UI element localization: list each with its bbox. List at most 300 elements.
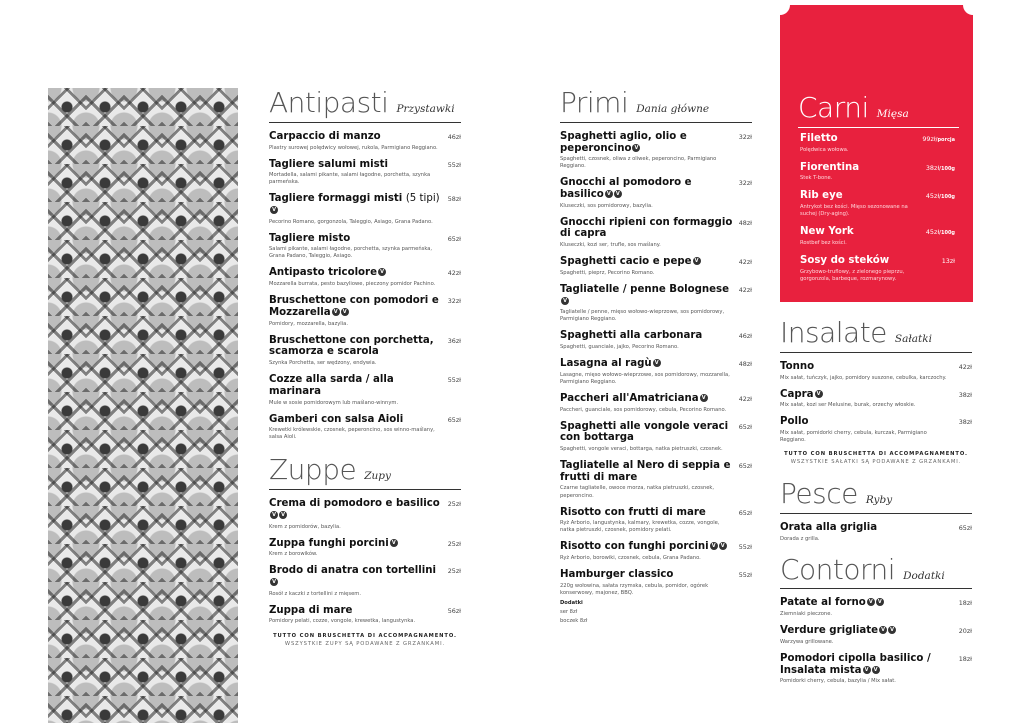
menu-item-name-text: Paccheri all'Amatriciana	[560, 392, 699, 404]
vegetarian-badge-icon: V	[378, 268, 386, 276]
vegetarian-badge-icon: V	[863, 666, 871, 674]
menu-item-price-value: 55zł	[738, 543, 752, 552]
menu-item-description: Mix sałat, pomidorki cherry, cebula, kurczak, Parmigiano Reggiano.	[780, 429, 927, 443]
menu-item-price-value: 99zł	[922, 135, 936, 143]
menu-item-description: Mozzarella burrata, pesto bazyliowe, pieczony pomidor Pachino.	[269, 281, 436, 288]
menu-item-description: Grzybowo-truflowy, z zielonego pieprzu, gorgonzola, barbeque, rozmarynowy.	[800, 268, 905, 282]
menu-item-name-text: Patate al forno	[780, 597, 866, 609]
menu-item-body	[780, 361, 959, 382]
menu-item-name-text: Crema di pomodoro e basilico	[269, 498, 440, 510]
menu-item-price	[448, 297, 461, 305]
menu-item-name	[269, 374, 442, 397]
menu-item-price-value: 56zł	[447, 606, 461, 615]
vegetarian-badge-icon: V	[815, 390, 823, 398]
vegetarian-badge-icon: V	[332, 308, 340, 316]
menu-item-price-unit: /100g	[939, 165, 955, 172]
menu-item-name-text: Gnocchi al pomodoro e basilico	[560, 177, 692, 200]
menu-item	[560, 177, 752, 209]
vegetarian-badge-icon: V	[867, 598, 875, 606]
menu-item-name-text: Cozze alla sarda / alla marinara	[269, 374, 394, 397]
menu-item	[560, 569, 752, 625]
menu-item	[269, 605, 461, 626]
menu-item-name-text: Bruschettone con porchetta, scamorza e scarola	[269, 334, 434, 358]
menu-item-name-text: Tagliere salumi misti	[269, 158, 389, 170]
vegetarian-badge-icon: V	[390, 539, 398, 547]
menu-item-price-value: 65zł	[738, 462, 752, 471]
menu-item-body	[560, 507, 739, 535]
menu-item-body	[269, 335, 448, 367]
menu-item-body	[560, 541, 739, 562]
menu-item-body	[800, 255, 942, 283]
column-middle	[560, 88, 752, 632]
menu-item-name-text: Tagliatelle al Nero di seppia e frutti di mare	[560, 460, 731, 483]
insalate-list	[780, 361, 972, 444]
menu-item-name	[560, 541, 733, 553]
menu-item-description: Kluseczki, sos pomidorowy, bazylia.	[560, 202, 653, 209]
menu-item-description: Ryż Arborio, langustynka, kalmary, krewetka, cozze, vongole, natka pietruszki, czosnek, pomidory pelati.	[560, 520, 720, 534]
menu-item-name-text: Sosy do steków	[800, 254, 890, 266]
menu-item-description: Plastry surowej polędwicy wołowej, rukola, Parmigiano Reggiano.	[269, 144, 438, 151]
menu-item-description: Spaghetti, pieprz, Pecorino Romano.	[560, 269, 655, 276]
menu-item-description: Czarne tagliatelle, owoce morza, natka pietruszki, czosnek, peperoncino.	[560, 485, 715, 499]
menu-item-name-extra: (5 tipi)	[405, 193, 440, 205]
primi-title: Primi	[560, 86, 629, 119]
menu-item	[269, 131, 461, 152]
menu-item-extra: ser 8zł	[560, 608, 578, 615]
vegetarian-badge-icon: V	[700, 394, 708, 402]
menu-item-price	[739, 258, 752, 266]
menu-item	[560, 541, 752, 562]
menu-item-description: Szynka Porchetta, ser wędzony, endywia.	[269, 360, 377, 367]
menu-item-price	[448, 416, 461, 424]
contorni-list	[780, 597, 972, 685]
menu-item-description: Mule w sosie pomidorowym lub maślano-winnym.	[269, 399, 399, 406]
antipasti-header	[269, 88, 461, 123]
menu-item	[560, 256, 752, 277]
column-right	[780, 318, 972, 692]
primi-subtitle: Dania główne	[636, 103, 710, 115]
menu-item-description: Spaghetti, vongole veraci, bottarga, natka pietruszki, czosnek.	[560, 446, 723, 453]
menu-item	[800, 133, 955, 154]
vegetarian-badge-icon: V	[341, 308, 349, 316]
menu-item-name-text: Pomodori cipolla basilico / Insalata mista	[780, 652, 931, 676]
pesce-list	[780, 522, 972, 543]
menu-item-price-value: 45zł	[925, 192, 940, 201]
menu-item-body	[560, 358, 739, 386]
menu-item-name	[800, 255, 936, 267]
menu-item-name	[780, 625, 953, 637]
menu-item-price-value: 42zł	[738, 394, 752, 403]
menu-item-body	[269, 538, 448, 559]
menu-item-name-text: Hamburger classico	[560, 569, 674, 580]
menu-item-name	[560, 460, 733, 483]
menu-item-price	[959, 418, 972, 426]
menu-item-name-text: Tagliere misto	[269, 232, 351, 244]
menu-item-name	[560, 177, 733, 200]
menu-item-name-text: Gamberi con salsa Aioli	[269, 413, 404, 425]
menu-item-price	[448, 567, 461, 575]
menu-item-description: Polędwica wołowa.	[800, 146, 849, 153]
menu-item-name	[269, 414, 442, 426]
menu-item-price	[959, 363, 972, 371]
menu-item-price-value: 18zł	[958, 599, 972, 608]
menu-item-price-value: 65zł	[738, 508, 752, 517]
menu-item-name	[800, 190, 920, 202]
antipasti-title: Antipasti	[269, 86, 389, 119]
menu-item	[560, 421, 752, 453]
menu-item-price	[739, 462, 752, 470]
menu-item-description: Tagliatelle / penne, mięso wołowo-wieprzowe, sos pomidorowy, Parmigiano Reggiano.	[560, 309, 725, 323]
menu-item-price	[739, 423, 752, 431]
menu-item	[780, 389, 972, 410]
menu-item-name-text: Bruschettone con pomodori e Mozzarella	[269, 295, 439, 318]
menu-item	[269, 335, 461, 367]
menu-item-description: Antrykot bez kości. Mięso sezonowane na suchej (Dry-aging).	[800, 204, 908, 218]
menu-item-price	[739, 360, 752, 368]
menu-item-price-unit: /100g	[939, 230, 955, 237]
menu-item-price-value: 48zł	[738, 218, 752, 227]
menu-item-name-text: Spaghetti alla carbonara	[560, 330, 703, 342]
menu-item-price-value: 38zł	[925, 163, 940, 172]
menu-item-price	[448, 195, 461, 203]
menu-item-extra: boczek 8zł	[560, 617, 588, 624]
menu-item-price-value: 65zł	[958, 523, 972, 532]
menu-item-body	[269, 233, 448, 261]
menu-item-price	[959, 524, 972, 532]
menu-item-name-text: Risotto con frutti di mare	[560, 506, 706, 518]
menu-item-name-text: Filetto	[800, 133, 838, 144]
menu-item	[780, 625, 972, 646]
menu-item-price	[942, 257, 955, 265]
menu-item	[780, 597, 972, 618]
menu-item	[780, 361, 972, 382]
contorni-header	[780, 552, 972, 590]
menu-item-description: Spaghetti, guanciale, jajko, Pecorino Romano.	[560, 344, 679, 351]
menu-item-body	[269, 267, 448, 288]
menu-item-description: Pomidory pelati, cozze, vongole, krewetka, langustynka.	[269, 618, 416, 625]
zuppe-note-pl: WSZYSTKIE ZUPY SĄ PODAWANE Z GRZANKAMI.	[284, 640, 446, 647]
menu-item-body	[800, 162, 926, 183]
menu-item-body	[269, 565, 448, 597]
menu-item-price-value: 55zł	[447, 376, 461, 385]
menu-item-description: Ryż Arborio, borowiki, czosnek, cebula, Grana Padano.	[560, 554, 701, 561]
menu-item-body	[780, 597, 959, 618]
menu-item-price-value: 42zł	[738, 258, 752, 267]
vegetarian-badge-icon: V	[632, 144, 640, 152]
menu-item-price-value: 25zł	[447, 567, 461, 576]
menu-item-price	[959, 655, 972, 663]
insalate-note-pl: WSZYSTKIE SAŁATKI SĄ PODAWANE Z GRZANKAMI.	[790, 459, 962, 466]
menu-item	[800, 226, 955, 247]
vegetarian-badge-icon: V	[614, 190, 622, 198]
menu-item-description: Dorada z grilla.	[780, 535, 820, 542]
menu-item-name	[560, 131, 733, 154]
menu-item	[560, 358, 752, 386]
menu-item-price-value: 32zł	[738, 179, 752, 188]
menu-item-name	[269, 538, 442, 550]
menu-item	[269, 233, 461, 261]
menu-item	[560, 131, 752, 170]
menu-item-name	[269, 565, 442, 588]
insalate-header	[780, 318, 972, 353]
menu-item-price	[739, 395, 752, 403]
menu-item-body	[269, 159, 448, 187]
menu-item-description: Pomidory, mozzarella, bazylia.	[269, 320, 348, 327]
menu-item-price	[739, 332, 752, 340]
menu-item-name	[269, 498, 442, 521]
menu-item-body	[560, 393, 739, 414]
menu-item-price-value: 65zł	[738, 422, 752, 431]
carni-header	[798, 93, 959, 128]
menu-item-price-value: 58zł	[447, 195, 461, 204]
menu-item-body	[800, 190, 926, 218]
menu-item-name	[560, 217, 733, 240]
menu-item-body	[560, 421, 739, 453]
menu-item-name-text: New York	[800, 226, 854, 238]
carni-panel	[780, 5, 973, 302]
menu-item-description: Ziemniaki pieczone.	[780, 611, 833, 618]
menu-item-name-text: Lasagna al ragù	[560, 358, 652, 370]
menu-item-name	[269, 131, 442, 143]
zuppe-title: Zuppe	[269, 453, 357, 487]
menu-item-name-text: Risotto con funghi porcini	[560, 541, 709, 553]
menu-item-body	[560, 569, 739, 625]
menu-item-price	[448, 337, 461, 345]
menu-item-body	[560, 330, 739, 351]
menu-item	[560, 284, 752, 323]
menu-item	[560, 330, 752, 351]
menu-item-body	[780, 653, 959, 685]
menu-item-price-value: 46zł	[447, 132, 461, 141]
antipasti-list	[269, 131, 461, 442]
menu-item-name-text: Antipasto tricolore	[269, 267, 377, 279]
vegetarian-badge-icon: V	[270, 206, 278, 214]
menu-item-name	[780, 361, 953, 373]
menu-item-name-text: Zuppa di mare	[269, 604, 353, 616]
menu-item-name	[780, 389, 953, 401]
menu-item-name	[560, 284, 733, 307]
vegetarian-badge-icon: V	[888, 626, 896, 634]
menu-item-price-value: 32zł	[738, 132, 752, 141]
insalate-title: Insalate	[780, 316, 887, 349]
menu-item-price	[448, 161, 461, 169]
menu-item-name	[800, 162, 920, 174]
menu-item	[269, 538, 461, 559]
zuppe-note: TUTTO CON BRUSCHETTA DI ACCOMPAGNAMENTO.	[273, 632, 457, 639]
menu-item	[560, 507, 752, 535]
menu-item-name-text: Tagliere formaggi misti	[269, 193, 403, 205]
carni-title: Carni	[798, 91, 869, 124]
menu-item	[269, 193, 461, 225]
pesce-header	[780, 479, 972, 514]
menu-item-price-value: 42zł	[738, 285, 752, 294]
zuppe-header	[269, 455, 461, 490]
menu-item-body	[269, 193, 448, 225]
menu-item	[269, 159, 461, 187]
menu-item-description: Salami pikante, salami łagodne, porchetta, szynka parmeńska, Grana Padano, Taleggio, Asiago.	[269, 246, 433, 260]
menu-item-price	[959, 627, 972, 635]
menu-item-price	[926, 164, 955, 172]
menu-item-name-text: Spaghetti alle vongole veraci con bottarga	[560, 420, 729, 444]
menu-item-price-value: 55zł	[447, 160, 461, 169]
menu-item-price	[922, 135, 955, 143]
menu-item-name-text: Gnocchi ripieni con formaggio di capra	[560, 216, 733, 240]
menu-item-name	[269, 233, 442, 245]
menu-item-body	[560, 217, 739, 249]
menu-item-name	[560, 393, 733, 405]
menu-item-name-text: Pollo	[780, 416, 809, 428]
menu-item-price	[739, 133, 752, 141]
menu-item	[780, 653, 972, 685]
menu-item-name-text: Tagliatelle / penne Bolognese	[560, 283, 729, 295]
vegetarian-badge-icon: V	[872, 666, 880, 674]
zuppe-list	[269, 498, 461, 625]
menu-item-name-text: Rib eye	[800, 190, 843, 202]
menu-item	[269, 498, 461, 530]
menu-item-body	[269, 374, 448, 406]
pesce-subtitle: Ryby	[865, 494, 893, 507]
menu-item-name-text: Verdure grigliate	[780, 625, 879, 637]
menu-item-description: Warzywa grillowane.	[780, 638, 834, 645]
menu-item-name	[780, 597, 953, 609]
vegetarian-badge-icon: V	[605, 190, 613, 198]
menu-item-description: Mix sałat, tuńczyk, jajko, pomidory suszone, cebulka, karczochy.	[780, 374, 947, 381]
menu-item-body	[560, 177, 739, 209]
menu-item-price-unit: /porcja	[935, 137, 955, 143]
vegetarian-badge-icon: V	[653, 359, 661, 367]
contorni-title: Contorni	[780, 552, 896, 586]
zuppe-subtitle: Zupy	[364, 470, 391, 483]
menu-item-name	[560, 507, 733, 519]
menu-item	[780, 522, 972, 543]
menu-item-price-value: 38zł	[958, 418, 972, 427]
menu-item-price-value: 55zł	[738, 571, 752, 579]
vegetarian-badge-icon: V	[693, 257, 701, 265]
vegetarian-badge-icon: V	[270, 511, 278, 519]
menu-item-body	[800, 226, 926, 247]
menu-item-description: Rostbef bez kości.	[800, 239, 847, 246]
menu-item-price	[448, 269, 461, 277]
menu-item-body	[269, 605, 448, 626]
menu-item-price-value: 42zł	[447, 269, 461, 278]
menu-item	[800, 255, 955, 283]
menu-item	[800, 190, 955, 218]
menu-item-body	[269, 295, 448, 327]
decorative-tile-pattern	[48, 88, 238, 723]
vegetarian-badge-icon: V	[710, 542, 718, 550]
menu-item-price	[739, 571, 752, 579]
menu-item-price-value: 65zł	[447, 234, 461, 243]
menu-item-description: Mortadella, salami pikante, salami łagodne, porchetta, szynka parmeńska.	[269, 172, 431, 186]
menu-item-body	[269, 498, 448, 530]
menu-item-name	[780, 653, 953, 676]
menu-item-price-value: 25zł	[447, 500, 461, 509]
menu-item	[780, 416, 972, 444]
menu-item-body	[560, 460, 739, 499]
vegetarian-badge-icon: V	[879, 626, 887, 634]
menu-item-body	[560, 284, 739, 323]
vegetarian-badge-icon: V	[876, 598, 884, 606]
menu-item-price-value: 32zł	[447, 297, 461, 306]
menu-item-price	[739, 219, 752, 227]
menu-item-name	[269, 193, 442, 216]
menu-item-description: Lasagne, mięso wołowo-wieprzowe, sos pomidorowy, mozzarella, Parmigiano Reggiano.	[560, 371, 730, 385]
primi-list	[560, 131, 752, 625]
menu-item-description: Mix sałat, kozi ser Melusine, burak, orzechy włoskie.	[780, 402, 916, 409]
menu-item-extras-title: Dodatki	[560, 599, 583, 606]
insalate-subtitle: Sałatki	[894, 333, 932, 345]
column-left	[269, 88, 461, 647]
menu-item-name	[560, 358, 733, 370]
menu-item-description: Pecorino Romano, gorgonzola, Taleggio, Asiago, Grana Padano.	[269, 218, 433, 225]
menu-item-name-text: Spaghetti cacio e pepe	[560, 256, 692, 268]
menu-item-name	[560, 330, 733, 342]
menu-item-description: Kluseczki, kozi ser, trufle, sos maślany.	[560, 242, 661, 249]
carni-list	[800, 133, 955, 291]
menu-item-price	[739, 509, 752, 517]
menu-item-price-value: 38zł	[958, 390, 972, 399]
menu-item-price-unit: /100g	[939, 194, 955, 201]
menu-item-price	[959, 391, 972, 399]
menu-item	[800, 162, 955, 183]
menu-item-name	[560, 569, 733, 581]
menu-item-description: Paccheri, guanciale, sos pomidorowy, cebula, Pecorino Romano.	[560, 406, 727, 413]
contorni-subtitle: Dodatki	[903, 569, 945, 582]
menu-item-description: Rosół z kaczki z tortellini z mięsem.	[269, 590, 361, 597]
antipasti-subtitle: Przystawki	[396, 103, 455, 115]
menu-item-price	[448, 607, 461, 615]
insalate-note: TUTTO CON BRUSCHETTA DI ACCOMPAGNAMENTO.	[784, 451, 968, 458]
menu-item-name	[780, 522, 953, 534]
menu-item-description: Spaghetti, czosnek, oliwa z oliwek, peperoncino, Parmigiano Reggiano.	[560, 156, 717, 170]
menu-item-description: Pomidorki cherry, cebula, bazylia / Mix sałat.	[780, 678, 896, 685]
menu-item-name	[269, 295, 442, 318]
menu-item-name	[780, 416, 953, 428]
menu-item-name-text: Tonno	[780, 360, 815, 372]
menu-item-price-value: 46zł	[738, 332, 752, 341]
menu-item-name-text: Capra	[780, 388, 814, 400]
vegetarian-badge-icon: V	[719, 542, 727, 550]
menu-item	[269, 565, 461, 597]
menu-item-body	[780, 416, 959, 444]
menu-item-price	[448, 133, 461, 141]
menu-item-body	[780, 389, 959, 410]
menu-item-body	[269, 131, 448, 152]
menu-item-name-text: Orata alla griglia	[780, 521, 878, 533]
menu-item-description: Krewetki królewskie, czosnek, peperoncino, sos winno-maślany, salsa Aioli.	[269, 427, 435, 441]
menu-item-name	[269, 335, 442, 358]
menu-item-price	[926, 192, 955, 200]
menu-item-name-text: Brodo di anatra con tortellini	[269, 565, 437, 577]
menu-item	[269, 374, 461, 406]
menu-item-description: Krem z borowików.	[269, 551, 318, 558]
menu-item	[560, 393, 752, 414]
menu-item-body	[269, 414, 448, 442]
menu-item-description: Stek T-bone.	[800, 175, 833, 182]
menu-item-name-text: Zuppa funghi porcini	[269, 537, 389, 549]
menu-item-price	[448, 235, 461, 243]
menu-item	[560, 460, 752, 499]
menu-item-name	[800, 133, 916, 145]
menu-item-price	[448, 540, 461, 548]
menu-item-price-value: 13zł	[941, 256, 955, 265]
menu-item-price	[926, 228, 955, 236]
carni-subtitle: Mięsa	[876, 108, 909, 120]
menu-item-name	[560, 421, 733, 444]
menu-item-name	[269, 267, 442, 279]
menu-item-description: 220g wołowina, sałata rzymska, cebula, pomidor, ogórek konserwowy, majonez, BBQ.	[560, 582, 709, 596]
menu-item-body	[780, 522, 959, 543]
